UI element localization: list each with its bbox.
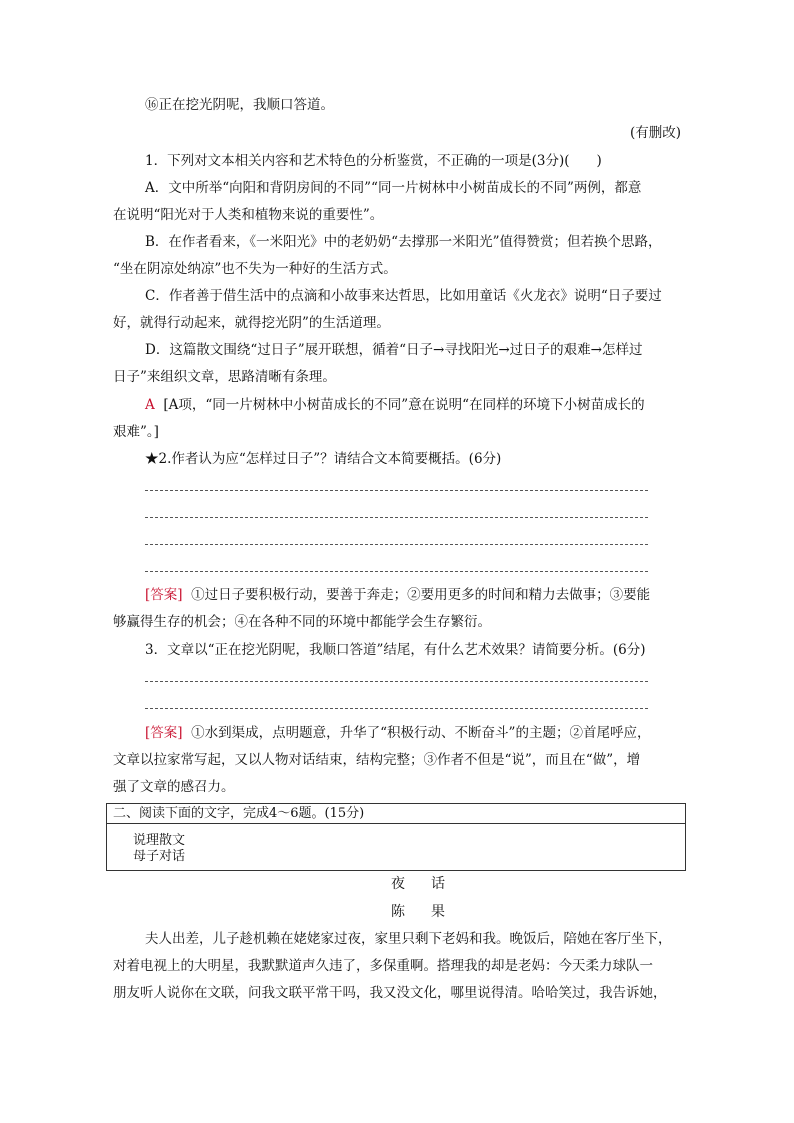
option-b-line2: “坐在阴凉处纳凉”也不失为一种好的生活方式。 <box>113 261 397 277</box>
article-line-2: 对着电视上的大明星，我默默道声久违了，多保重啊。搭理我的却是老妈：今天柔力球队一 <box>113 958 653 974</box>
answer-2-line2: 够赢得生存的机会；④在各种不同的环境中都能学会生存繁衍。 <box>113 614 491 630</box>
answer-3-text: ①水到渠成，点明题意，升华了“积极行动、不断奋斗”的主题；②首尾呼应， <box>191 725 651 741</box>
article-line-3: 朋友听人说你在文联，问我文联平常干吗，我又没文化，哪里说得清。哈哈笑过，我告诉她， <box>113 985 667 1001</box>
option-d-line2: 日子”来组织文章，思路清晰有条理。 <box>113 369 336 385</box>
answer-blank-line <box>145 544 648 545</box>
answer-1-line1 <box>145 396 645 414</box>
article-line-1: 夫人出差，儿子趁机赖在姥姥家过夜，家里只剩下老妈和我。晚饭后，陪她在客厅坐下， <box>145 931 672 947</box>
answer-3-line1 <box>145 724 650 742</box>
answer-blank-line <box>145 490 648 491</box>
option-c-line2: 好，就得行动起来，就得挖光阴”的生活道理。 <box>113 315 390 331</box>
section-2-heading: 二、阅读下面的文字，完成4～6题。(15分) <box>107 804 685 824</box>
article-title: 夜 话 <box>391 876 451 892</box>
option-d-line1: D．这篇散文围绕“过日子”展开联想，循着“日子→寻找阳光→过日子的艰难→怎样过 <box>145 342 643 358</box>
answer-1-letter: A <box>145 397 155 413</box>
answer-2-tag: [答案] <box>145 587 183 603</box>
source-note: (有删改) <box>629 125 681 141</box>
answer-blank-line <box>145 708 648 709</box>
option-b-line1: B．在作者看来，《一米阳光》中的老奶奶“去撑那一米阳光”值得赞赏；但若换个思路， <box>145 234 662 250</box>
option-c-line1: C．作者善于借生活中的点滴和小故事来达哲思，比如用童话《火龙衣》说明“日子要过 <box>145 288 662 304</box>
question-1-stem: 1．下列对文本相关内容和艺术特色的分析鉴赏，不正确的一项是(3分)( ) <box>145 153 602 169</box>
answer-3-tag: [答案] <box>145 725 183 741</box>
answer-2-text: ①过日子要积极行动，要善于奔走；②要用更多的时间和精力去做事；③要能 <box>191 587 651 603</box>
paragraph-16: ⑯正在挖光阴呢，我顺口答道。 <box>145 97 334 113</box>
answer-3-line3: 强了文章的感召力。 <box>113 779 235 795</box>
answer-3-line2: 文章以拉家常写起，又以人物对话结束，结构完整；③作者不但是“说”，而且在“做”，增 <box>113 752 641 768</box>
option-a-line1: A．文中所举“向阳和背阴房间的不同”“同一片树林中小树苗成长的不同”两例，都意 <box>145 180 642 196</box>
answer-1-text: [A项，“同一片树林中小树苗成长的不同”意在说明“在同样的环境下小树苗成长的 <box>163 397 645 413</box>
option-a-line2: 在说明“阳光对于人类和植物来说的重要性”。 <box>113 207 384 223</box>
section-2-box <box>106 803 686 871</box>
topic-tag: 母子对话 <box>133 849 186 864</box>
question-2-stem: ★2.作者认为应“怎样过日子”？请结合文本简要概括。(6分) <box>145 451 502 467</box>
answer-2-line1 <box>145 586 650 604</box>
answer-1-line2: 艰难”。] <box>113 424 159 440</box>
answer-blank-line <box>145 517 648 518</box>
answer-blank-line <box>145 681 648 682</box>
answer-blank-line <box>145 571 648 572</box>
genre-tag: 说理散文 <box>133 833 186 848</box>
article-author: 陈 果 <box>391 904 451 920</box>
question-3-stem: 3．文章以“正在挖光阴呢，我顺口答道”结尾，有什么艺术效果？请简要分析。(6分) <box>145 642 646 658</box>
